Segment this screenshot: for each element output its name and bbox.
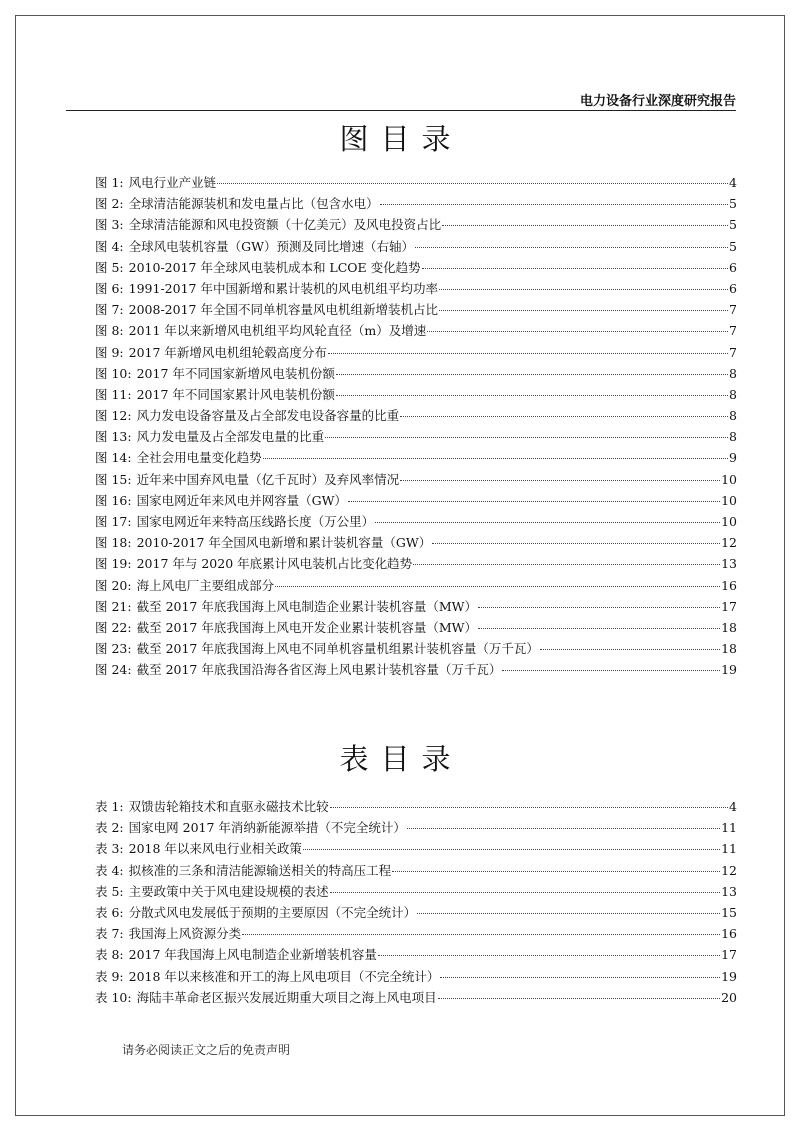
figure-title: 国家电网近年来风电并网容量（GW）: [136, 492, 347, 508]
figure-page-number: 10: [721, 514, 737, 529]
figure-entry[interactable]: [95, 511, 737, 532]
figure-title: 截至 2017 年底我国海上风电制造企业累计装机容量（MW）: [136, 598, 478, 614]
figure-label: 图 2:: [95, 196, 124, 212]
figure-page-number: 7: [729, 323, 737, 339]
figure-label: 图 24:: [95, 662, 132, 678]
dot-leader: [400, 480, 720, 481]
disclaimer-note: 请务必阅读正文之后的免责声明: [122, 1043, 291, 1057]
figure-page-number: 4: [729, 175, 737, 190]
figure-entry[interactable]: [95, 532, 737, 553]
dot-leader: [439, 310, 728, 311]
figure-entry[interactable]: [95, 447, 737, 468]
dot-leader: [348, 501, 720, 502]
dot-leader: [275, 586, 720, 587]
dot-leader: [415, 247, 728, 248]
figure-title: 截至 2017 年底我国海上风电不同单机容量机组累计装机容量（万千瓦）: [136, 641, 539, 657]
figure-label: 图 20:: [95, 577, 132, 593]
table-label: 表 2:: [95, 820, 124, 836]
table-page-number: 11: [721, 820, 737, 836]
dot-leader: [330, 807, 728, 808]
table-page-number: 15: [721, 904, 737, 920]
table-entry[interactable]: [95, 838, 737, 859]
table-entry[interactable]: [95, 817, 737, 838]
dot-leader: [392, 871, 720, 872]
dot-leader: [427, 331, 728, 332]
figure-label: 图 19:: [95, 556, 132, 572]
figure-entry[interactable]: [95, 342, 737, 363]
figure-page-number: 13: [721, 556, 737, 572]
table-entry[interactable]: [95, 881, 737, 902]
figure-page-number: 18: [721, 619, 737, 635]
table-page-number: 20: [721, 989, 737, 1005]
figure-title: 截至 2017 年底我国沿海各省区海上风电累计装机容量（万千瓦）: [136, 662, 502, 678]
table-entry[interactable]: [95, 860, 737, 881]
figure-entry[interactable]: [95, 236, 737, 257]
table-entry[interactable]: [95, 987, 737, 1008]
table-page-number: 13: [721, 883, 737, 899]
figure-page-number: 10: [721, 471, 737, 487]
table-label: 表 8:: [95, 947, 124, 963]
dot-leader: [330, 892, 720, 893]
figure-label: 图 3:: [95, 217, 124, 233]
figure-label: 图 18:: [95, 535, 132, 551]
dot-leader: [328, 353, 728, 354]
table-title: 分散式风电发展低于预期的主要原因（不完全统计）: [128, 904, 417, 920]
figure-page-number: 19: [721, 662, 737, 678]
figure-page-number: 5: [729, 196, 737, 212]
dot-leader: [380, 204, 728, 205]
figure-label: 图 11:: [95, 386, 132, 402]
dot-leader: [325, 437, 728, 438]
table-title: 2017 年我国海上风电制造企业新增装机容量: [128, 947, 377, 963]
table-title: 海陆丰革命老区振兴发展近期重大项目之海上风电项目: [136, 989, 437, 1005]
figures-list: [95, 172, 737, 681]
table-title: 拟核准的三条和清洁能源输送相关的特高压工程: [128, 862, 392, 878]
dot-leader: [502, 670, 720, 671]
figure-label: 图 17:: [95, 514, 132, 529]
figure-title: 全社会用电量变化趋势: [136, 450, 262, 466]
dot-leader: [540, 649, 720, 650]
figure-title: 2017 年不同国家累计风电装机份额: [136, 386, 335, 402]
table-title: 国家电网 2017 年消纳新能源举措（不完全统计）: [128, 820, 406, 836]
figure-entry[interactable]: [95, 257, 737, 278]
figure-title: 2011 年以来新增风电机组平均风轮直径（m）及增速: [128, 323, 427, 339]
dot-leader: [336, 374, 728, 375]
figure-title: 2017 年新增风电机组轮毂高度分布: [128, 344, 327, 360]
table-page-number: 17: [721, 947, 737, 963]
figure-page-number: 17: [721, 598, 737, 614]
figure-page-number: 5: [729, 217, 737, 233]
dot-leader: [336, 395, 728, 396]
tables-list: [95, 796, 737, 1008]
dot-leader: [303, 849, 720, 850]
figures-heading: 图目录: [339, 122, 463, 156]
table-title: 双馈齿轮箱技术和直驱永磁技术比较: [128, 799, 329, 814]
dot-leader: [440, 977, 720, 978]
figure-entry[interactable]: [95, 638, 737, 659]
table-label: 表 3:: [95, 841, 124, 857]
figure-title: 截至 2017 年底我国海上风电开发企业累计装机容量（MW）: [136, 619, 478, 635]
table-page-number: 12: [721, 862, 737, 878]
report-header-title: 电力设备行业深度研究报告: [579, 94, 736, 109]
figure-title: 2008-2017 年全国不同单机容量风电机组新增装机占比: [128, 302, 438, 318]
table-label: 表 1:: [95, 799, 124, 814]
figure-label: 图 16:: [95, 492, 132, 508]
figure-label: 图 9:: [95, 344, 124, 360]
figure-page-number: 8: [729, 365, 737, 381]
dot-leader: [439, 289, 728, 290]
figure-label: 图 15:: [95, 471, 132, 487]
table-label: 表 5:: [95, 883, 124, 899]
figure-entry[interactable]: [95, 299, 737, 320]
dot-leader: [407, 828, 720, 829]
table-entry[interactable]: [95, 796, 737, 817]
figure-label: 图 7:: [95, 302, 124, 318]
dot-leader: [442, 225, 728, 226]
table-entry[interactable]: [95, 923, 737, 944]
table-page-number: 4: [729, 799, 737, 814]
figure-title: 风力发电设备容量及占全部发电设备容量的比重: [136, 408, 400, 424]
table-entry[interactable]: [95, 944, 737, 965]
figure-label: 图 21:: [95, 598, 132, 614]
figure-title: 风力发电量及占全部发电量的比重: [136, 429, 325, 445]
figure-entry[interactable]: [95, 363, 737, 384]
figure-entry[interactable]: [95, 193, 737, 214]
figure-title: 2017 年与 2020 年底累计风电装机占比变化趋势: [136, 556, 413, 572]
dot-leader: [417, 913, 720, 914]
figure-page-number: 10: [721, 492, 737, 508]
figure-title: 2010-2017 年全球风电装机成本和 LCOE 变化趋势: [128, 259, 421, 275]
figure-label: 图 13:: [95, 429, 132, 445]
table-title: 主要政策中关于风电建设规模的表述: [128, 883, 329, 899]
dot-leader: [438, 998, 720, 999]
table-page-number: 16: [721, 926, 737, 942]
dot-leader: [478, 628, 720, 629]
figure-entry[interactable]: [95, 553, 737, 574]
header-rule: [66, 110, 736, 111]
figure-entry[interactable]: [95, 490, 737, 511]
figure-label: 图 23:: [95, 641, 132, 657]
figure-entry[interactable]: [95, 617, 737, 638]
table-entry[interactable]: [95, 966, 737, 987]
figure-label: 图 14:: [95, 450, 132, 466]
table-label: 表 4:: [95, 862, 124, 878]
dot-leader: [413, 564, 720, 565]
figure-entry[interactable]: [95, 278, 737, 299]
figure-title: 海上风电厂主要组成部分: [136, 577, 275, 593]
figure-title: 近年来中国弃风电量（亿千瓦时）及弃风率情况: [136, 471, 400, 487]
figure-label: 图 8:: [95, 323, 124, 339]
figure-page-number: 7: [729, 344, 737, 360]
figure-page-number: 6: [729, 259, 737, 275]
figure-page-number: 16: [721, 577, 737, 593]
figure-title: 全球清洁能源和风电投资额（十亿美元）及风电投资占比: [128, 217, 442, 233]
figure-page-number: 6: [729, 280, 737, 296]
table-label: 表 7:: [95, 926, 124, 942]
figure-page-number: 8: [729, 429, 737, 445]
figure-entry[interactable]: [95, 575, 737, 596]
figure-label: 图 6:: [95, 280, 124, 296]
figure-label: 图 4:: [95, 238, 124, 254]
dot-leader: [432, 543, 720, 544]
figure-page-number: 12: [721, 535, 737, 551]
figure-title: 2017 年不同国家新增风电装机份额: [136, 365, 335, 381]
figure-label: 图 5:: [95, 259, 124, 275]
figure-entry[interactable]: [95, 405, 737, 426]
figure-entry[interactable]: [95, 426, 737, 447]
dot-leader: [478, 607, 720, 608]
table-label: 表 6:: [95, 904, 124, 920]
dot-leader: [378, 955, 720, 956]
table-entry[interactable]: [95, 902, 737, 923]
figure-page-number: 9: [729, 450, 737, 466]
figure-entry[interactable]: [95, 320, 737, 341]
dot-leader: [242, 934, 720, 935]
dot-leader: [217, 183, 728, 184]
table-title: 2018 年以来核准和开工的海上风电项目（不完全统计）: [128, 968, 440, 984]
figure-page-number: 8: [729, 408, 737, 424]
figure-entry[interactable]: [95, 214, 737, 235]
table-title: 2018 年以来风电行业相关政策: [128, 841, 302, 857]
dot-leader: [375, 522, 720, 523]
figure-title: 国家电网近年来特高压线路长度（万公里）: [136, 514, 375, 529]
figure-title: 风电行业产业链: [128, 175, 217, 190]
figure-page-number: 7: [729, 302, 737, 318]
figure-entry[interactable]: [95, 384, 737, 405]
figure-label: 图 12:: [95, 408, 132, 424]
figure-title: 1991-2017 年中国新增和累计装机的风电机组平均功率: [128, 280, 438, 296]
dot-leader: [400, 416, 728, 417]
figure-title: 全球清洁能源装机和发电量占比（包含水电）: [128, 196, 379, 212]
figure-title: 2010-2017 年全国风电新增和累计装机容量（GW）: [136, 535, 432, 551]
figure-page-number: 5: [729, 238, 737, 254]
figure-entry[interactable]: [95, 469, 737, 490]
dot-leader: [422, 268, 728, 269]
table-title: 我国海上风资源分类: [128, 926, 242, 942]
figure-label: 图 1:: [95, 175, 124, 190]
dot-leader: [263, 458, 728, 459]
table-label: 表 10:: [95, 989, 132, 1005]
table-page-number: 11: [721, 841, 737, 857]
figure-title: 全球风电装机容量（GW）预测及同比增速（右轴）: [128, 238, 414, 254]
figure-entry[interactable]: [95, 659, 737, 680]
figure-entry[interactable]: [95, 172, 737, 193]
table-label: 表 9:: [95, 968, 124, 984]
figure-label: 图 10:: [95, 365, 132, 381]
figure-label: 图 22:: [95, 619, 132, 635]
figure-page-number: 8: [729, 386, 737, 402]
figure-entry[interactable]: [95, 596, 737, 617]
tables-heading: 表目录: [339, 742, 463, 776]
figure-page-number: 18: [721, 641, 737, 657]
table-page-number: 19: [721, 968, 737, 984]
